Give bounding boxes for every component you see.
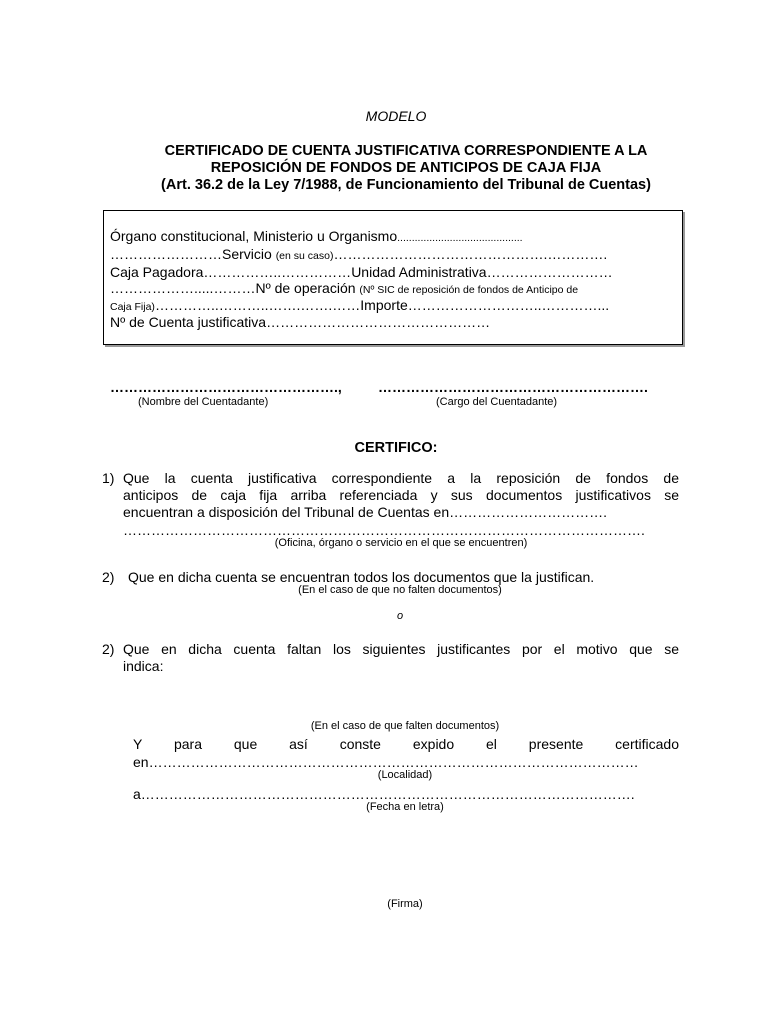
- operacion-dots-after: …………..………..…….…….……: [154, 297, 361, 313]
- item1-number: 1): [102, 470, 115, 486]
- organo-field: [110, 228, 680, 244]
- item2b-line1: Que en dicha cuenta faltan los siguientes justificantes por el motivo que se: [123, 641, 679, 657]
- cargo-dots: ………………………………………………….: [378, 379, 648, 395]
- servicio-dots-after: ……………………………………….………….: [333, 246, 608, 262]
- operacion-hint-b: Caja Fija): [110, 301, 155, 313]
- importe-label: Importe: [360, 297, 408, 313]
- item1-line3: [123, 504, 679, 521]
- document-title-line-3: (Art. 36.2 de la Ley 7/1988, de Funcionamiento del Tribunal de Cuentas): [161, 177, 651, 193]
- importe-field: [110, 297, 680, 313]
- nombre-dots: ………………………………………….,: [110, 379, 342, 395]
- servicio-label: Servicio: [222, 246, 272, 262]
- caja-unidad-field: [110, 264, 680, 280]
- item2a-caption: (En el caso de que no falten documentos): [298, 584, 502, 596]
- servicio-hint: (en su caso): [275, 250, 334, 262]
- item1-line1: Que la cuenta justificativa correspondiente a la reposición de fondos de: [123, 470, 679, 486]
- item1-line3-dots: …………………………….: [449, 504, 607, 520]
- item1-caption: (Oficina, órgano o servicio en el que se encuentren): [274, 537, 528, 549]
- servicio-dots-before: ……………………: [110, 246, 222, 262]
- document-title-line-1: CERTIFICADO DE CUENTA JUSTIFICATIVA CORRESPONDIENTE A LA: [164, 143, 648, 159]
- closing-a-label: a: [133, 786, 141, 802]
- cuenta-field: [110, 314, 680, 330]
- closing-line1: Y para que así conste expido el presente certificado: [133, 736, 679, 752]
- localidad-caption: (Localidad): [377, 769, 433, 781]
- fecha-caption: (Fecha en letra): [366, 801, 444, 813]
- item2b-number: 2): [102, 641, 115, 657]
- nombre-caption: (Nombre del Cuentadante): [138, 396, 269, 408]
- organo-dots: ...........................................: [397, 232, 523, 244]
- modelo-label: MODELO: [365, 108, 427, 124]
- cargo-caption: (Cargo del Cuentadante): [436, 396, 558, 408]
- caja-label: Caja Pagadora: [110, 264, 204, 280]
- organo-label: Órgano constitucional, Ministerio u Organismo: [110, 228, 398, 244]
- caja-dots: ……………..……………: [203, 264, 352, 280]
- item2b-line2: indica:: [123, 658, 164, 674]
- item2a-text: Que en dicha cuenta se encuentran todos los documentos que la justifican.: [128, 569, 595, 585]
- item2b-caption: (En el caso de que falten documentos): [310, 720, 500, 732]
- item1-line2: anticipos de caja fija arriba referenciada y sus documentos justificativos se: [123, 487, 679, 503]
- or-separator: o: [396, 610, 404, 622]
- item2a-number: 2): [102, 569, 115, 585]
- importe-dots: ………………………..…………...: [407, 297, 610, 313]
- cuenta-dots: …………………………………………: [266, 314, 491, 330]
- closing-en-dots: ……………………………………………………………………………………………: [148, 754, 639, 770]
- certifico-heading: CERTIFICO:: [354, 440, 438, 456]
- document-title-line-2: REPOSICIÓN DE FONDOS DE ANTICIPOS DE CAJA FIJA: [210, 160, 602, 176]
- item1-line4-dots: ………………………………………………………………………………………………….: [123, 522, 645, 538]
- cuenta-label: Nº de Cuenta justificativa: [110, 314, 267, 330]
- operacion-dots-before: ……………….....………: [110, 280, 256, 296]
- unidad-dots: ………………………: [486, 264, 613, 280]
- servicio-field: [110, 246, 680, 262]
- unidad-label: Unidad Administrativa: [351, 264, 487, 280]
- operacion-hint-a: (Nº SIC de reposición de fondos de Anticipo de: [359, 284, 579, 296]
- closing-en-label: en: [133, 754, 149, 770]
- closing-a-dots: …………………………………………………………………………………………….: [140, 786, 635, 802]
- operacion-label: Nº de operación: [255, 280, 356, 296]
- item1-line3-text: encuentran a disposición del Tribunal de Cuentas en: [123, 504, 450, 520]
- firma-caption: (Firma): [387, 898, 423, 910]
- operacion-field: [110, 280, 680, 296]
